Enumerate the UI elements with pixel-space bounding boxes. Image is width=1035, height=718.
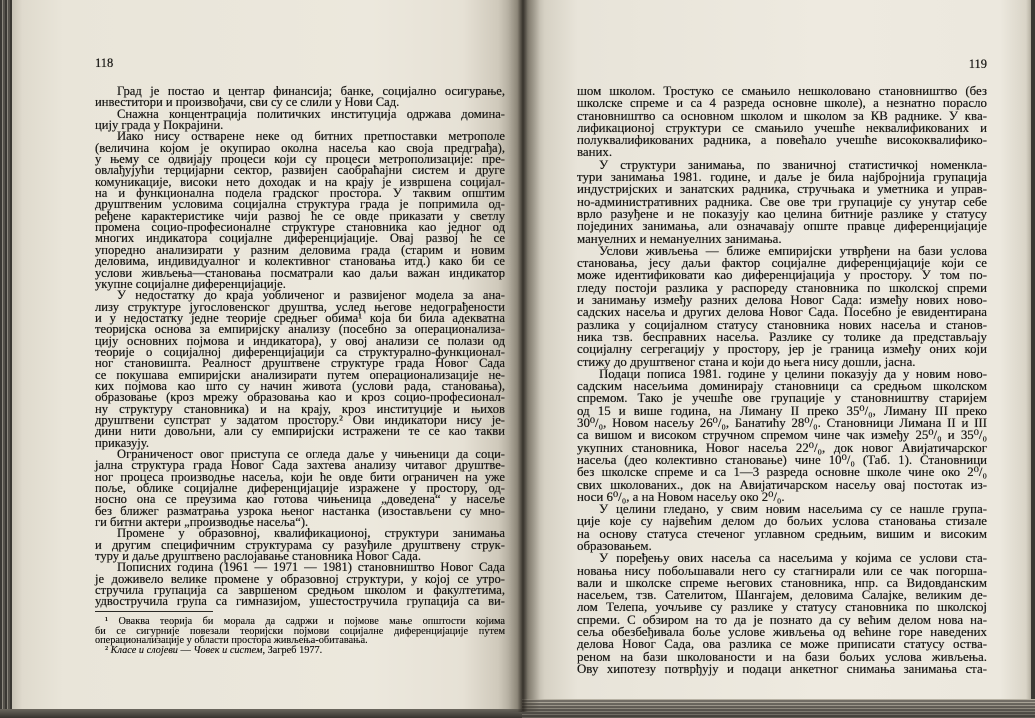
footnote-1 — [95, 617, 505, 646]
line-text: укупних становника, Новог насеља 22⁰/₀, док новог Авијатичарског — [577, 440, 987, 455]
line-text: без ближег разматрања узрока њеног настанка (изостављени су мно- — [95, 503, 505, 518]
line-text: Пописних година (1961 — 1971 — 1981) становништво Новог Сада — [117, 560, 505, 575]
footnote-dash: — — [177, 645, 194, 657]
line-text: свих школованих., док на Авијатичарском насељу овај постотак из- — [577, 477, 987, 492]
line-text: ције које су највећим делом до бољих услова становања стизале — [577, 514, 987, 529]
footnote-rule — [95, 611, 213, 612]
page-edges-right — [1031, 0, 1035, 718]
line-text: ника тзв. бесправних насеља. Разлике су толике да представљају — [577, 329, 987, 344]
line-text: туру и даље друштвено раслојавање становника Новог Сада. — [95, 549, 421, 564]
line-text: овлађујући терцијарни сектор, развијен саобраћајни систем и друге — [95, 163, 505, 178]
footnote-place-year: , Загреб 1977. — [262, 645, 323, 657]
line-text: мануелних и немануелних занимања. — [577, 231, 782, 246]
line-text: појединих занимања, али означавају опште правце диференцијације — [577, 219, 987, 234]
line-text: може идентификовати као диференцијација у простору. У том по- — [577, 268, 987, 283]
line-text: Снажна концентрација политичких институција одржава домина- — [117, 106, 505, 121]
line-text: образовање (кроз мрежу образовања као и кроз социо-професионал- — [95, 390, 505, 405]
line-text: Промене у образовној, квалификационој, структури занимања — [117, 526, 505, 541]
line-text: инвеститори и произвођачи, сви су се слили у Нови Сад. — [95, 95, 400, 110]
paragraph — [577, 245, 987, 368]
text-line — [95, 596, 505, 607]
line-text: тури занимања 1981. године, и даље је била најбројнија групација — [577, 170, 987, 185]
footnote-marker: ² — [105, 645, 111, 657]
line-text: на основу статуса стеченог углавном средњим, вишим и високим — [577, 526, 987, 541]
line-text: и занимању између разних делова Новог Сада: између нових ново- — [577, 293, 987, 308]
page-left-body-text — [95, 86, 505, 608]
line-text: ну структуру становника) и на крају, кроз институције и њихов — [95, 401, 505, 416]
line-text: становања, јесу даљи фактор социјалне диференцијације који се — [577, 256, 987, 271]
line-text: становништво са основном школом и школом за КВ раднике. У ква- — [577, 108, 987, 123]
line-text: ваних. — [577, 145, 613, 160]
line-text: садским насељима доминирају становници са средњом школском — [577, 379, 987, 394]
line-text: образовањем. — [577, 538, 652, 553]
footnotes — [95, 611, 505, 656]
line-text: индустријских и занатских радника, стручњака и уметника и управ- — [577, 182, 987, 197]
line-text: ређене карактеристике чији развој ће се овде приказати у светлу — [95, 208, 505, 223]
footnote-source-title: Човек и систем — [193, 645, 263, 657]
line-text: стижу до друштвеног стана и који до њега нису дошли, јасна. — [577, 354, 916, 369]
line-text: 30⁰/₀, Новом насељу 26⁰/₀, Банатићу 28⁰/₀. Становници Лимана II и III — [577, 416, 987, 431]
paragraph — [577, 85, 987, 159]
line-text: ги битни актери „производње насеља“). — [95, 515, 309, 530]
line-text: ног становишта. Реалност друштвене структуре града Новог Сада — [95, 356, 505, 371]
footnote-2 — [95, 646, 505, 656]
line-text: но-административних радника. Све ове три групације су унутар себе — [577, 194, 987, 209]
paragraph — [577, 368, 987, 503]
paragraph — [95, 290, 505, 449]
line-text: на и функционална подела градског простора. У таквим општим — [95, 186, 505, 201]
line-text: од 15 и више година, на Лиману II преко 35⁰/₀, Лиману III преко — [577, 403, 987, 418]
line-text: деловима, индивидуалног и колективног становања итд.) како би се — [95, 254, 505, 269]
footnote-text: ¹ Оваква теорија би морала да садржи и појмове мање општости којима — [105, 616, 505, 627]
line-text: се покушава емпиријски анализирати путем операционализације не- — [95, 367, 505, 382]
footnote-text: би се сигурније повезали теоријски појмови социјалне диференцијације путем — [95, 625, 505, 637]
line-text: лификационој структури се смањило учешће неквалификованих и — [577, 120, 987, 135]
line-text: сеља обезбеђивала боље услове живљења од већине горе наведених — [577, 625, 987, 640]
line-text: и у недостатку једне теорије средњег обима¹ која би била адекватна — [95, 310, 505, 325]
line-text: У целини гледано, у свим новим насељима су се нашле група- — [599, 502, 987, 517]
line-text: делова Новог Сада, ова разлика се може приписати статусу оства- — [577, 637, 987, 652]
line-text: дини нити довољни, али су емпиријски истражени те се као такви — [95, 424, 505, 439]
book-bottom-edge-right — [522, 699, 1035, 718]
line-text: удвостручила група са гимназијом, ушестостручила групација са ви- — [95, 594, 505, 609]
line-text: Ову хипотезу потврђују и подаци анкетног снимања занимања ста- — [577, 661, 987, 676]
line-text: Град је постао и центар финансија; банке, социјално осигурање, — [117, 84, 505, 98]
footnote-line — [95, 646, 505, 656]
page-number: 118 — [95, 56, 114, 70]
line-text: поље, облике социјалне диференцијације изражене у простору, од- — [95, 481, 505, 496]
line-text: Ограниченост овог приступа се огледа даље у чињеници да соци- — [117, 447, 505, 461]
paragraph — [95, 449, 505, 528]
line-text: У поређењу ових насеља са насељима у којима се услови ста- — [599, 551, 987, 566]
line-text: У структури занимања, по званичној статистичкој номенкла- — [599, 157, 987, 172]
paragraph — [577, 159, 987, 245]
line-text: полуквалификованих радника, а повећало учешће висококвалифико- — [577, 133, 987, 148]
line-text: спремом. Тако је учешће ове групације у становништву старијем — [577, 391, 987, 406]
line-text: разлика у социјалном статусу становника нових насеља и станов- — [577, 317, 987, 332]
footnote-work-title: Класе и слојеви — [110, 645, 178, 657]
line-text: врло разуђене и не показују као целина битније разлике у статусу — [577, 206, 987, 221]
line-text: школске спреме и са 4 разреда основне школе), а незнатно порасло — [577, 96, 987, 111]
line-text: садских насеља и других делова Новог Сада. Посебно је евидентирана — [577, 305, 987, 320]
line-text: промена социо-професионалне структуре становника као једног од — [95, 220, 505, 235]
line-text: насељем, тзв. Сателитом, Шангајем, деловима Салајке, великим де- — [577, 588, 987, 603]
text-line — [95, 426, 505, 437]
paragraph — [95, 131, 505, 290]
line-text: друштвени супстрат у задатом простору.² Ови индикатори нису је- — [95, 412, 505, 427]
book-gutter-shadow — [508, 0, 540, 712]
line-text: ног процеса производње насеља, који ће овде бити ограничен на уже — [95, 469, 505, 484]
line-text: новања нису побољшавали него су стагнирали или се чак погорша- — [577, 563, 987, 578]
line-text: комуникације, високи нето доходак и на крају је извршена социјал- — [95, 174, 505, 189]
line-text: носно она се преузима као готова чињеница „доведена“ у насеље — [95, 492, 505, 507]
page-right-body-text — [577, 85, 987, 675]
line-text: цију града у Покрајини. — [95, 118, 224, 133]
paragraph — [95, 562, 505, 607]
line-text: социјалну сегрегацију у простору, јер је граница између оних који — [577, 342, 987, 357]
line-text: стручила групација са завршеном средњом школом и факултетима, — [95, 583, 505, 598]
line-text: многих индикатора социјалне диференцијације. Овај развој ће се — [95, 231, 505, 246]
line-text: јална структура града Новог Сада захтева анализу читавог друштве- — [95, 458, 505, 473]
page-number: 119 — [968, 57, 987, 71]
text-line — [577, 134, 987, 146]
line-text: гледу постоји разлика у распореду становника по школској спреми — [577, 280, 987, 295]
line-text: друштвеним условима социјална структура града је попримила од- — [95, 197, 505, 212]
line-text: насеља (део колективно становање) чине 10⁰/₀ (Таб. 1). Становници — [577, 452, 987, 467]
line-text: реном на бази школованости и на бази бољих услова живљења. — [577, 649, 987, 664]
paragraph — [577, 552, 987, 675]
line-text: Услови живљења — ближе емпиријски утврђени на бази услова — [599, 243, 987, 258]
paragraph — [95, 528, 505, 562]
line-text: спреми. С обзиром на то да је познато да су већим делом нова на- — [577, 612, 987, 627]
line-text: У недостатку до краја уобличеног и развијеног модела за ана- — [117, 288, 505, 303]
line-text: лизу структуре југословенског друштва, услед његове недограђености — [95, 299, 505, 314]
footnote-text: операционализације у области простора живљења-обитавања. — [95, 635, 368, 647]
line-text: је доживело велике промене у образовној структури, у којој се утро- — [95, 571, 505, 586]
book-bottom-edge-left — [0, 709, 524, 718]
paragraph — [95, 86, 505, 109]
paragraph — [95, 106, 505, 133]
line-text: цију основних појмова и индикатора), у овој анализи се полази од — [95, 333, 505, 348]
line-text: приказују. — [95, 435, 149, 450]
line-text: ких појмова као што су начин живота (услови рада, становања), — [95, 378, 505, 393]
line-text: услови живљења—становања посматрали као даљи важан индикатор — [95, 265, 505, 280]
line-text: без школске спреме и са 1—3 разреда основне школе чине око 2⁰/₀ — [577, 465, 987, 480]
text-line — [577, 663, 987, 675]
line-text: и другим специфичним структурама су разуђиле друштвену струк- — [95, 537, 505, 552]
line-text: вали и школске спреме његових становника, нпр. са Видовданским — [577, 575, 987, 590]
line-text: са вишом и високом стручном спремом чине чак између 25⁰/₀ и 35⁰/₀ — [577, 428, 987, 443]
line-text: теорије о социјалној диференцијацији са структурално-функционал- — [95, 344, 505, 359]
line-text: лом Телепа, уочљиве су разлике у статусу становника по школској — [577, 600, 987, 615]
paragraph — [577, 503, 987, 552]
line-text: укупне социјалне диференцијације. — [95, 276, 286, 291]
line-text: Подаци пописа 1981. године у целини показују да у новим ново- — [599, 366, 987, 381]
line-text: Иако нису остварене неке од битних претпоставки метрополе — [117, 129, 505, 144]
line-text: упоредно анализирати у разним деловима града (старим и новим — [95, 242, 505, 257]
line-text: шом школом. Тростуко се смањило нешколовано становништво (без — [577, 84, 987, 98]
line-text: теоријска основа за емпиријску анализу (посебно за операционализа- — [95, 322, 505, 337]
line-text: носи 6⁰/₀, а на Новом насељу око 2⁰/₀. — [577, 489, 785, 504]
line-text: (величина којом је окупирао околна насеља као своја предграђа), — [95, 140, 505, 155]
line-text: у њему се одвијају процеси који су процеси метрополизације: пре- — [95, 152, 505, 167]
